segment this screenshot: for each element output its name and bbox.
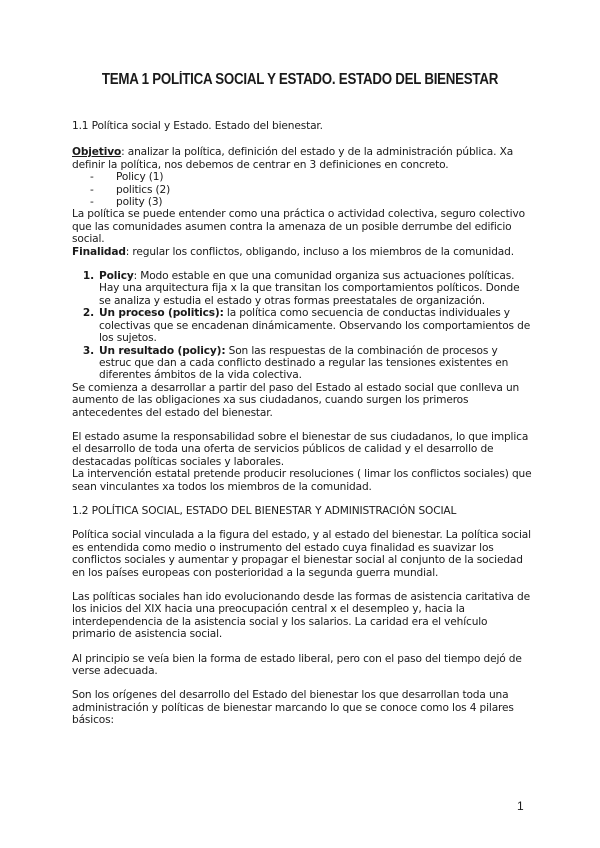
politica-definition: La política se puede entender como una práctica o actividad colectiva, seguro colectivo que las comunidades asumen contra la amenaza de un posible derrumbe del edificio social.	[72, 208, 525, 246]
item-number: 1.	[82, 270, 94, 283]
finalidad-label: Finalidad	[72, 245, 126, 258]
principio-paragraph: Al principio se veía bien la forma de estado liberal, pero con el paso del tiempo dejó de verse adecuada.	[72, 652, 522, 678]
page-number: 1	[517, 799, 524, 813]
document-title: TEMA 1 POLÍTICA SOCIAL Y ESTADO. ESTADO DEL BIENESTAR	[101, 71, 499, 88]
objetivo-label: Objetivo	[72, 146, 122, 159]
origenes-paragraph: Son los orígenes del desarrollo del Estado del bienestar los que desarrollan toda una administración y políticas de bienestar marcando lo que se conoce como los 4 pilares básicos:	[72, 689, 514, 727]
objetivo-paragraph	[72, 146, 532, 171]
item-label: Policy	[99, 270, 134, 283]
responsabilidad-paragraph: El estado asume la responsabilidad sobre el bienestar de sus ciudadanos, lo que implica el desarrollo de toda una oferta de servicios públicos de calidad y el desarrollo de destacadas políticas sociales y laborales.	[72, 430, 529, 468]
list-item	[72, 307, 532, 344]
item-number: 3.	[82, 344, 94, 357]
list-item: - Policy (1)	[72, 171, 532, 183]
item-text: la política como secuencia de conductas individuales y colectivas que se encadenan dinámicamente. Observando los comportamientos de los sujetos.	[99, 307, 531, 345]
finalidad-text: : regular los conflictos, obligando, incluso a los miembros de la comunidad.	[125, 245, 514, 258]
item-text: Son las respuestas de la combinación de procesos y estruc que dan a cada conflicto destinado a regular las tensiones existentes en diferentes ámbitos de la vida colectiva.	[99, 344, 509, 382]
objetivo-text: : analizar la política, definición del estado y de la administración pública. Xa definir la política, nos debemos de centrar en 3 definiciones en concreto.	[72, 146, 514, 171]
document-body	[72, 120, 532, 727]
evolucionando-paragraph: Las políticas sociales han ido evolucionando desde las formas de asistencia caritativa de los inicios del XIX hacia una preocupación central x el desempleo y, hacia la interdependencia de la asistencia social y los salarios. La caridad era el vehículo primario de asistencia social.	[72, 591, 530, 641]
section-1-heading: 1.1 Política social y Estado. Estado del bienestar.	[72, 120, 323, 132]
item-number: 2.	[82, 307, 94, 320]
finalidad-paragraph	[72, 246, 532, 258]
list-item: - polity (3)	[72, 196, 532, 208]
section-2-heading: 1.2 POLÍTICA SOCIAL, ESTADO DEL BIENESTAR Y ADMINISTRACIÓN SOCIAL	[72, 504, 457, 517]
numbered-list	[72, 270, 532, 382]
intervencion-paragraph: La intervención estatal pretende producir resoluciones ( limar los conflictos sociales) que sean vinculantes xa todos los miembros de la comunidad.	[72, 468, 532, 493]
list-item: - politics (2)	[72, 184, 532, 196]
definitions-list	[72, 171, 532, 208]
item-label: Un resultado (policy):	[99, 344, 226, 357]
estado-social-paragraph: Se comienza a desarrollar a partir del paso del Estado al estado social que conlleva un aumento de las obligaciones xa sus ciudadanos, cuando surgen los primeros antecedentes del estado del bienestar.	[72, 381, 520, 419]
item-text: : Modo estable en que una comunidad organiza sus actuaciones políticas. Hay una arquitectura fija x la que transitan los comportamientos políticos. Donde se analiza y estudia el estado y otras formas preestatales de organización.	[99, 270, 520, 307]
list-item	[72, 270, 532, 307]
list-item	[72, 345, 532, 382]
vinculada-paragraph: Política social vinculada a la figura del estado, y al estado del bienestar. La política social es entendida como medio o instrumento del estado cuya finalidad es suavizar los conflictos sociales y aumentar y propagar el bienestar social al conjunto de la sociedad en los países europeas con posterioridad a la segunda guerra mundial.	[72, 529, 531, 579]
item-label: Un proceso (politics):	[99, 307, 224, 320]
